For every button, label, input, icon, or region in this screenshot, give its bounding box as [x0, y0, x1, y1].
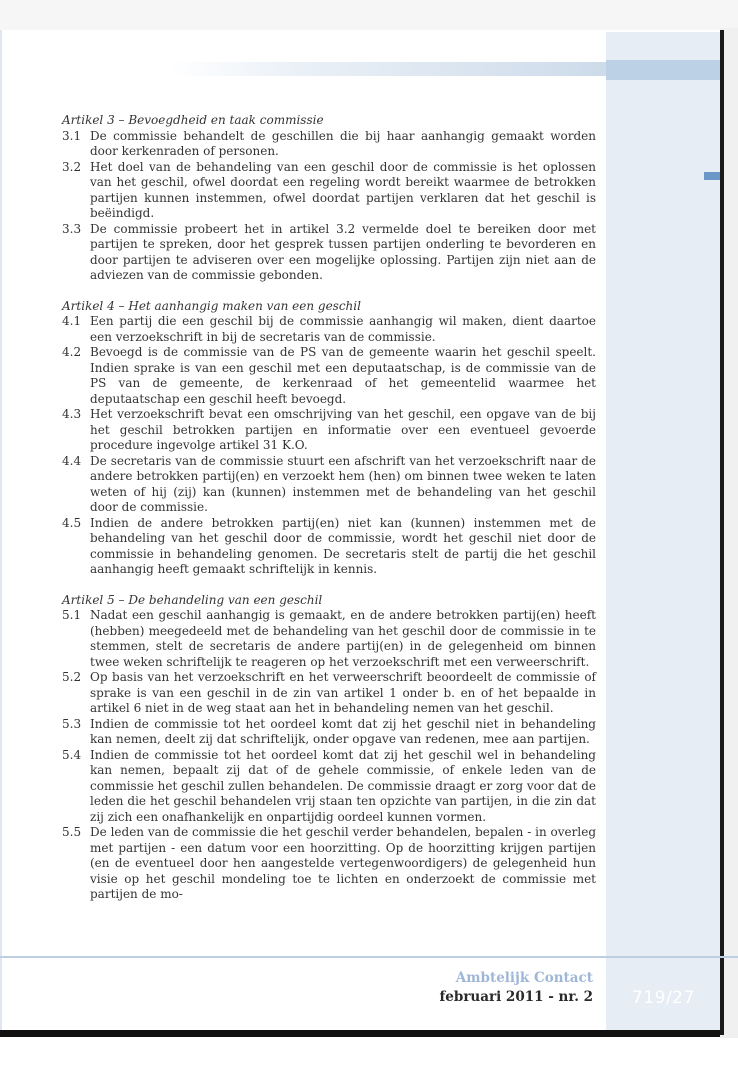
clause	[62, 314, 596, 345]
magazine-name: Ambtelijk Contact	[455, 970, 593, 986]
page-bottom-bar	[0, 1030, 720, 1037]
clause-text: De commissie probeert het in artikel 3.2 vermelde doel te bereiken door met partijen te spreken, door het gesprek tussen partijen onderling te bevorderen en door partijen te adviseren over een mogelijke oplossing. Partijen zijn niet aan de adviezen van de commissie gebonden.	[90, 221, 596, 282]
clause-text: De commissie behandelt de geschillen die bij haar aanhangig gemaakt worden door kerkenraden of personen.	[90, 128, 596, 158]
article-section	[62, 113, 596, 284]
clause-text: Indien de commissie tot het oordeel komt dat zij het geschil niet in behandeling kan nemen, deelt zij dat schriftelijk, onder opgave van redenen, mee aan partijen.	[90, 716, 596, 746]
clause-number: 5.4	[62, 747, 82, 762]
clause-text: Indien de andere betrokken partij(en) niet kan (kunnen) instemmen met de behandeling van het geschil door de commissie, wordt het geschil niet door de commissie in behandeling genomen. De secretaris stelt de partij die het geschil aanhangig heeft gemaakt schriftelijk in kennis.	[90, 515, 596, 576]
clause	[62, 825, 596, 903]
clause	[62, 222, 596, 284]
clause-number: 5.3	[62, 716, 82, 731]
clause-text: Een partij die een geschil bij de commissie aanhangig wil maken, dient daartoe een verzoekschrift in bij de secretaris van de commissie.	[90, 314, 596, 344]
clause-number: 3.2	[62, 159, 82, 174]
clause-number: 5.2	[62, 670, 82, 684]
clause	[62, 454, 596, 516]
clause-number: 4.2	[62, 345, 82, 359]
clause-text: De secretaris van de commissie stuurt een afschrift van het verzoekschrift naar de andere betrokken partij(en) en verzoekt hem (hen) om binnen twee weken te laten weten of hij (zij) kan (kunnen) instemmen met de behandeling van het geschil door de commissie.	[90, 453, 596, 514]
clause	[62, 407, 596, 454]
page-left-rule	[0, 30, 2, 1030]
clause	[62, 129, 596, 160]
top-decorative-rule	[170, 62, 606, 76]
clause-text: De leden van de commissie die het geschil verder behandelen, bepalen - in overleg met partijen - een datum voor een hoorzitting. Op de hoorzitting krijgen partijen (en de eventueel door hen aangestelde vertegenwoordigers) de gelegenheid hun visie op het geschil mondeling toe te lichten en onderzoekt de commissie met partijen de mo-	[90, 825, 596, 901]
article-section	[62, 299, 596, 578]
clause-text: Indien de commissie tot het oordeel komt dat zij het geschil wel in behandeling kan nemen, bepaalt zij dat of de gehele commissie, of enkele leden van de commissie het geschil zullen behandelen. De commissie draagt er zorg voor dat de leden die het geschil behandelen vrij staan ten opzichte van partijen, in die zin dat zij zich een onafhankelijk en onpartijdig oordeel kunnen vormen.	[90, 747, 596, 824]
clause-number: 3.1	[62, 128, 82, 143]
page-footer	[439, 969, 593, 1007]
clause	[62, 160, 596, 222]
clause-text: Het doel van de behandeling van een geschil door de commissie is het oplossen van het geschil, ofwel doordat een regeling wordt bereikt waarmee de betrokken partijen kunnen instemmen, ofwel doordat partijen verklaren dat het geschil is beëindigd.	[90, 159, 596, 220]
clause	[62, 670, 596, 717]
clause-text: Bevoegd is de commissie van de PS van de gemeente waarin het geschil speelt. Indien sprake is van een geschil met een deputaatschap, is de commissie van de PS van de gemeente, de kerkenraad of het gemeentelid waarmee het deputaatschap een geschil heeft bevoegd.	[90, 345, 596, 406]
page-border-right	[720, 30, 724, 1035]
clause	[62, 345, 596, 407]
article-title: Artikel 5 – De behandeling van een geschil	[62, 592, 323, 607]
clause-number: 4.4	[62, 453, 82, 468]
clause-number: 5.5	[62, 825, 82, 839]
side-panel-top-band	[606, 60, 720, 80]
clause-number: 3.3	[62, 221, 82, 236]
side-panel	[606, 32, 720, 1030]
scan-shadow-top	[0, 0, 738, 30]
clause-text: Op basis van het verzoekschrift en het verweerschrift beoordeelt de commissie of sprake is van een geschil in de zin van artikel 1 onder b. en of het bepaalde in artikel 6 niet in de weg staat aan het in behandeling nemen van het geschil.	[90, 670, 596, 715]
clause-text: Het verzoekschrift bevat een omschrijving van het geschil, een opgave van de bij het geschil betrokken partijen en informatie over een eventueel gevoerde procedure ingevolge artikel 31 K.O.	[90, 407, 596, 452]
clause	[62, 748, 596, 826]
clause	[62, 608, 596, 670]
article-title: Artikel 3 – Bevoegdheid en taak commissie	[62, 113, 324, 127]
clause-text: Nadat een geschil aanhangig is gemaakt, en de andere betrokken partij(en) heeft (hebben) meegedeeld met de behandeling van het geschil door de commissie in te stemmen, stelt de secretaris de andere partij(en) in de gelegenheid om binnen twee weken schriftelijk te reageren op het verzoekschrift met een verweerschrift.	[90, 608, 596, 669]
clause-number: 5.1	[62, 608, 82, 622]
clause-number: 4.1	[62, 314, 82, 328]
clause-number: 4.5	[62, 515, 82, 530]
clause	[62, 717, 596, 748]
clause	[62, 516, 596, 578]
clause-number: 4.3	[62, 407, 82, 421]
page-number: 719/27	[632, 988, 695, 1008]
side-panel-tab-marker	[704, 172, 720, 180]
article-content	[62, 113, 596, 918]
issue-label: februari 2011 - nr. 2	[439, 989, 593, 1005]
bottom-rule	[0, 956, 738, 958]
article-title: Artikel 4 – Het aanhangig maken van een geschil	[62, 298, 361, 313]
article-section	[62, 593, 596, 903]
